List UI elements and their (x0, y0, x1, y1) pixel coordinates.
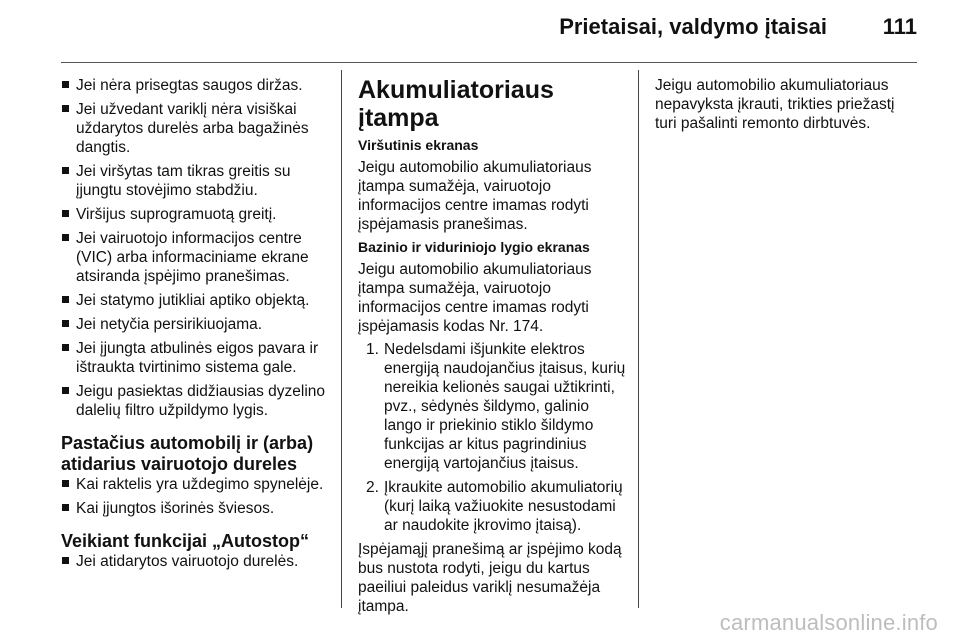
list-item-text: Jei netyčia persirikiuojama. (76, 316, 263, 333)
base-display-paragraph: Jeigu automobilio akumuliatoriaus įtampa sumažėja, vairuotojo informacijos centre imamas rodyti įspėjamasis kodas Nr. 174. (358, 261, 592, 335)
bullet-icon (62, 105, 69, 112)
bullet-icon (62, 210, 69, 217)
column-divider-right (638, 70, 639, 608)
upper-display-paragraph: Jeigu automobilio akumuliatoriaus įtampa sumažėja, vairuotojo informacijos centre imamas rodyti įspėjamasis pranešimas. (358, 159, 592, 233)
page-number: 111 (882, 14, 917, 39)
list-item (61, 315, 333, 334)
list-item (61, 76, 333, 95)
list-item-text: Jei atidarytos vairuotojo durelės. (76, 553, 299, 570)
list-item (61, 229, 333, 286)
header-rule (61, 62, 917, 63)
list-item (61, 205, 333, 224)
middle-column (358, 76, 630, 620)
list-item-text: Jei statymo jutikliai aptiko objektą. (76, 292, 310, 309)
list-item (61, 499, 333, 518)
list-item-text: Jei vairuotojo informacijos centre (VIC) arba informaciniame ekrane atsiranda įspėjimo pranešimas. (76, 230, 309, 285)
bullet-icon (62, 167, 69, 174)
list-item (61, 339, 333, 377)
list-item (61, 162, 333, 200)
list-item-text: Viršijus suprogramuotą greitį. (76, 206, 277, 223)
list-item-text: Kai raktelis yra uždegimo spynelėje. (76, 476, 324, 493)
bullet-icon (62, 480, 69, 487)
steps-list (358, 340, 630, 535)
bullet-icon (62, 387, 69, 394)
autostop-heading: Veikiant funkcijai „Autostop“ (61, 531, 310, 551)
base-display-heading: Bazinio ir viduriniojo lygio ekranas (358, 239, 590, 255)
step-number: 2. (366, 479, 379, 496)
bullet-icon (62, 557, 69, 564)
bullet-icon (62, 320, 69, 327)
step-text: Nedelsdami išjunkite elektros energiją naudojančius įtaisus, kurių nereikia kelionės saugai užtikrinti, pvz., sėdynės šildymo, galinio lango ir priekinio stiklo šildymo funkcijas ar kitus pagrindinius energiją vartojančius įtaisus. (384, 341, 626, 472)
list-item-text: Jei užvedant variklį nėra visiškai uždarytos durelės arba bagažinės dangtis. (76, 101, 309, 156)
right-column (655, 76, 917, 137)
list-item (61, 475, 333, 494)
upper-display-heading: Viršutinis ekranas (358, 137, 479, 153)
bullet-icon (62, 504, 69, 511)
bullet-icon (62, 81, 69, 88)
step-text: Įkraukite automobilio akumuliatorių (kurį laiką važiuokite nesustodami ar naudokite įkrovimo įtaisą). (384, 479, 623, 534)
column-divider-left (341, 70, 342, 608)
step-number: 1. (366, 341, 379, 358)
parked-conditions-list (61, 475, 333, 518)
right-paragraph: Jeigu automobilio akumuliatoriaus nepavyksta įkrauti, trikties priežastį turi pašalinti remonto dirbtuvės. (655, 77, 895, 132)
autostop-conditions-list (61, 552, 333, 571)
parked-heading: Pastačius automobilį ir (arba) atidarius vairuotojo dureles (61, 433, 314, 474)
step-item (358, 340, 630, 473)
bullet-icon (62, 234, 69, 241)
list-item (61, 291, 333, 310)
list-item (61, 100, 333, 157)
warning-conditions-list (61, 76, 333, 420)
bullet-icon (62, 296, 69, 303)
list-item-text: Jeigu pasiektas didžiausias dyzelino dalelių filtro užpildymo lygis. (76, 383, 326, 419)
closing-paragraph: Įspėjamąjį pranešimą ar įspėjimo kodą bus nustota rodyti, jeigu du kartus paeiliui paleidus variklį nesumažėja įtampa. (358, 541, 622, 615)
list-item (61, 382, 333, 420)
watermark: carmanualsonline.info (719, 610, 938, 635)
list-item-text: Kai įjungtos išorinės šviesos. (76, 500, 275, 517)
bullet-icon (62, 344, 69, 351)
page-header-title: Prietaisai, valdymo įtaisai (559, 14, 827, 39)
list-item-text: Jei įjungta atbulinės eigos pavara ir ištraukta tvirtinimo sistema gale. (76, 340, 319, 376)
left-column (61, 76, 333, 576)
list-item (61, 552, 333, 571)
step-item (358, 478, 630, 535)
list-item-text: Jei viršytas tam tikras greitis su įjungtu stovėjimo stabdžiu. (76, 163, 291, 199)
list-item-text: Jei nėra prisegtas saugos diržas. (76, 77, 303, 94)
section-title: Akumuliatoriaus įtampa (358, 76, 554, 132)
